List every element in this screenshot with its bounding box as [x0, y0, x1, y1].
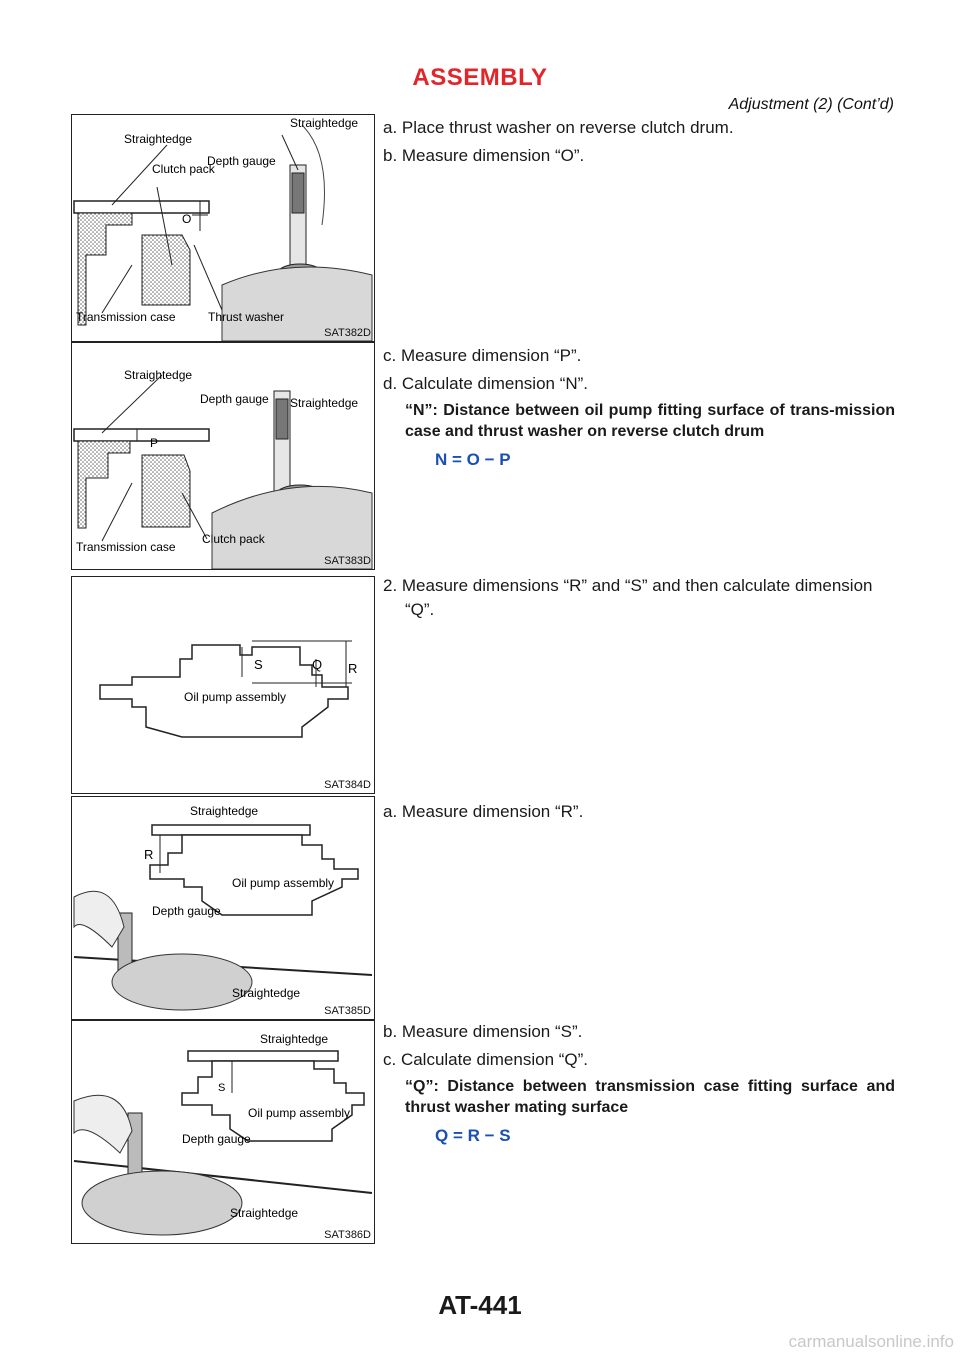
label-transmission-case: Transmission case: [76, 310, 176, 324]
label-straightedge-1: Straightedge: [260, 1032, 329, 1046]
page-number: AT-441: [438, 1290, 522, 1320]
figure-sat385d-drawing: [72, 797, 374, 1019]
figure-id: SAT382D: [324, 327, 371, 339]
label-straightedge-1: Straightedge: [190, 804, 259, 818]
definition-note: “N”: Distance between oil pump fitting surface of trans-mission case and thrust washer on reverse clutch drum: [405, 402, 895, 440]
step-text: c. Calculate dimension “Q”.: [383, 1050, 589, 1069]
label-oil-pump: Oil pump assembly: [184, 690, 287, 704]
figure-id: SAT386D: [324, 1229, 371, 1241]
label-dimension-q: Q: [312, 657, 323, 672]
label-straightedge-1: Straightedge: [124, 132, 193, 146]
formula: N = O − P: [435, 450, 511, 469]
section-2: [383, 344, 895, 472]
formula: Q = R − S: [435, 1126, 511, 1145]
label-dimension-p: P: [150, 436, 159, 450]
section-3: [383, 574, 895, 626]
label-dimension-s: S: [218, 1082, 226, 1094]
figure-sat383d: [71, 342, 375, 570]
definition-note: “Q”: Distance between transmission case fitting surface and thrust washer mating surface: [405, 1078, 895, 1116]
label-clutch-pack: Clutch pack: [152, 162, 215, 176]
label-depth-gauge: Depth gauge: [207, 154, 276, 168]
step-text: d. Calculate dimension “N”.: [383, 374, 589, 393]
step-text: a. Place thrust washer on reverse clutch drum.: [383, 118, 734, 137]
step-text: b. Measure dimension “S”.: [383, 1022, 583, 1041]
section-1: [383, 116, 895, 172]
step-text: b. Measure dimension “O”.: [383, 146, 585, 165]
label-straightedge-2: Straightedge: [290, 116, 359, 130]
label-transmission-case: Transmission case: [76, 540, 176, 554]
label-oil-pump: Oil pump assembly: [232, 876, 335, 890]
figure-id: SAT384D: [324, 779, 371, 791]
label-oil-pump: Oil pump assembly: [248, 1106, 351, 1120]
label-straightedge-1: Straightedge: [124, 368, 193, 382]
figure-sat386d-drawing: [72, 1021, 374, 1243]
figure-sat384d-drawing: [72, 577, 374, 793]
label-depth-gauge: Depth gauge: [182, 1132, 251, 1146]
page-title: ASSEMBLY: [412, 64, 548, 91]
label-depth-gauge: Depth gauge: [152, 904, 221, 918]
page-subtitle: Adjustment (2) (Cont’d): [728, 96, 894, 113]
step-text: a. Measure dimension “R”.: [383, 802, 584, 821]
figure-sat386d: [71, 1020, 375, 1244]
label-thrust-washer: Thrust washer: [208, 310, 285, 324]
label-dimension-r: R: [144, 847, 154, 862]
label-dimension-o: O: [182, 212, 192, 226]
figure-id: SAT383D: [324, 555, 371, 567]
figure-sat383d-drawing: [72, 343, 374, 569]
figure-sat385d: [71, 796, 375, 1020]
figure-sat382d: [71, 114, 375, 342]
label-clutch-pack: Clutch pack: [202, 532, 265, 546]
watermark: carmanualsonline.info: [788, 1332, 954, 1351]
label-straightedge-2: Straightedge: [232, 986, 301, 1000]
label-dimension-s: S: [254, 657, 263, 672]
step-text: 2. Measure dimensions “R” and “S” and then calculate dimension “Q”.: [383, 576, 873, 619]
label-straightedge-2: Straightedge: [290, 396, 359, 410]
section-5: [383, 1020, 895, 1148]
step-text: c. Measure dimension “P”.: [383, 346, 582, 365]
figure-id: SAT385D: [324, 1005, 371, 1017]
figure-sat384d: [71, 576, 375, 794]
section-4: [383, 800, 895, 828]
label-dimension-r: R: [348, 661, 358, 676]
figure-sat382d-drawing: [72, 115, 374, 341]
label-depth-gauge: Depth gauge: [200, 392, 269, 406]
label-straightedge-2: Straightedge: [230, 1206, 299, 1220]
